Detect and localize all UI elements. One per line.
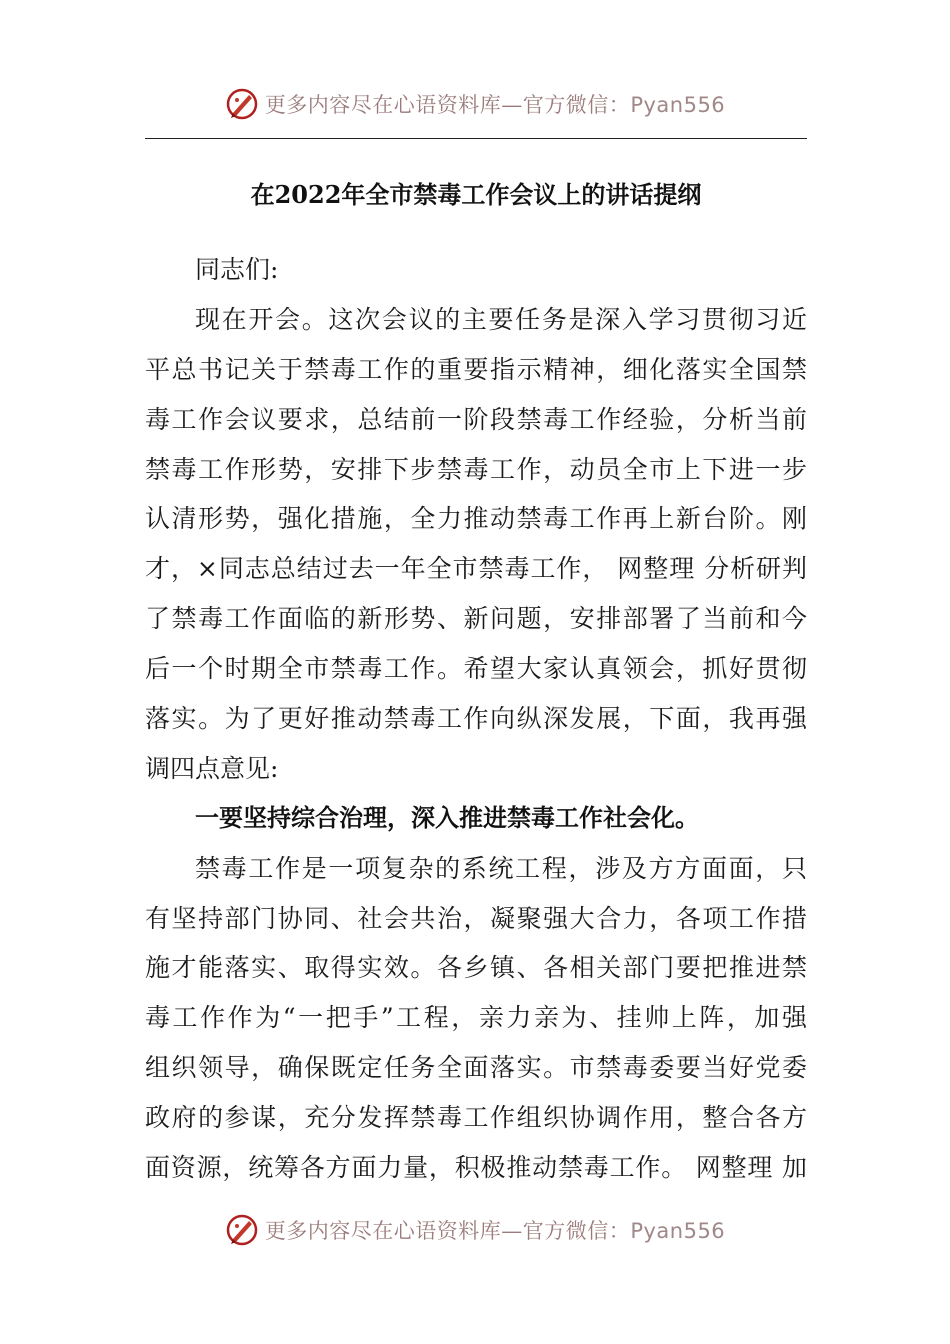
body-line: 禁毒工作是一项复杂的系统工程，涉及方方面面，只 bbox=[195, 853, 807, 883]
wechat-id: Pyan556 bbox=[630, 93, 726, 117]
body-line: 平总书记关于禁毒工作的重要指示精神，细化落实全国禁 bbox=[145, 354, 807, 384]
body-line: 毒工作会议要求，总结前一阶段禁毒工作经验，分析当前 bbox=[145, 404, 807, 434]
wechat-id: Pyan556 bbox=[630, 1219, 726, 1243]
section-heading: 一要坚持综合治理，深入推进禁毒工作社会化。 bbox=[195, 803, 699, 832]
header-rule bbox=[145, 138, 807, 139]
banner-text bbox=[265, 1215, 725, 1245]
pen-logo-icon bbox=[225, 1213, 259, 1247]
pen-logo-icon bbox=[225, 87, 259, 121]
body-line: 面资源，统筹各方面力量，积极推动禁毒工作。 网整理 加 bbox=[145, 1153, 807, 1183]
header-watermark-banner bbox=[0, 82, 950, 126]
body-line: 落实。为了更好推动禁毒工作向纵深发展，下面，我再强 bbox=[145, 704, 807, 734]
body-line: 才，×同志总结过去一年全市禁毒工作， 网整理 分析研判 bbox=[145, 554, 807, 584]
salutation: 同志们: bbox=[195, 255, 279, 284]
body-line: 组织领导，确保既定任务全面落实。市禁毒委要当好党委 bbox=[145, 1053, 807, 1083]
body-line: 禁毒工作形势，安排下步禁毒工作，动员全市上下进一步 bbox=[145, 454, 807, 484]
body-line: 调四点意见: bbox=[145, 753, 279, 783]
banner-label: 更多内容尽在心语资料库—官方微信： bbox=[264, 93, 631, 117]
banner-text bbox=[265, 89, 725, 119]
body-line: 施才能落实、取得实效。各乡镇、各相关部门要把推进禁 bbox=[145, 953, 807, 983]
banner-label: 更多内容尽在心语资料库—官方微信： bbox=[264, 1219, 631, 1243]
body-line: 了禁毒工作面临的新形势、新问题，安排部署了当前和今 bbox=[145, 604, 807, 634]
footer-watermark-banner bbox=[0, 1208, 950, 1252]
body-line: 现在开会。这次会议的主要任务是深入学习贯彻习近 bbox=[195, 304, 807, 334]
body-line: 认清形势，强化措施，全力推动禁毒工作再上新台阶。刚 bbox=[145, 504, 807, 534]
document-body bbox=[145, 245, 807, 1193]
body-line: 毒工作作为“一把手”工程，亲力亲为、挂帅上阵，加强 bbox=[145, 1003, 807, 1033]
document-title: 在2022年全市禁毒工作会议上的讲话提纲 bbox=[250, 180, 702, 209]
body-line: 有坚持部门协同、社会共治，凝聚强大合力，各项工作措 bbox=[145, 903, 807, 933]
body-line: 政府的参谋，充分发挥禁毒工作组织协调作用，整合各方 bbox=[145, 1103, 807, 1133]
body-line: 后一个时期全市禁毒工作。希望大家认真领会，抓好贯彻 bbox=[145, 654, 807, 684]
